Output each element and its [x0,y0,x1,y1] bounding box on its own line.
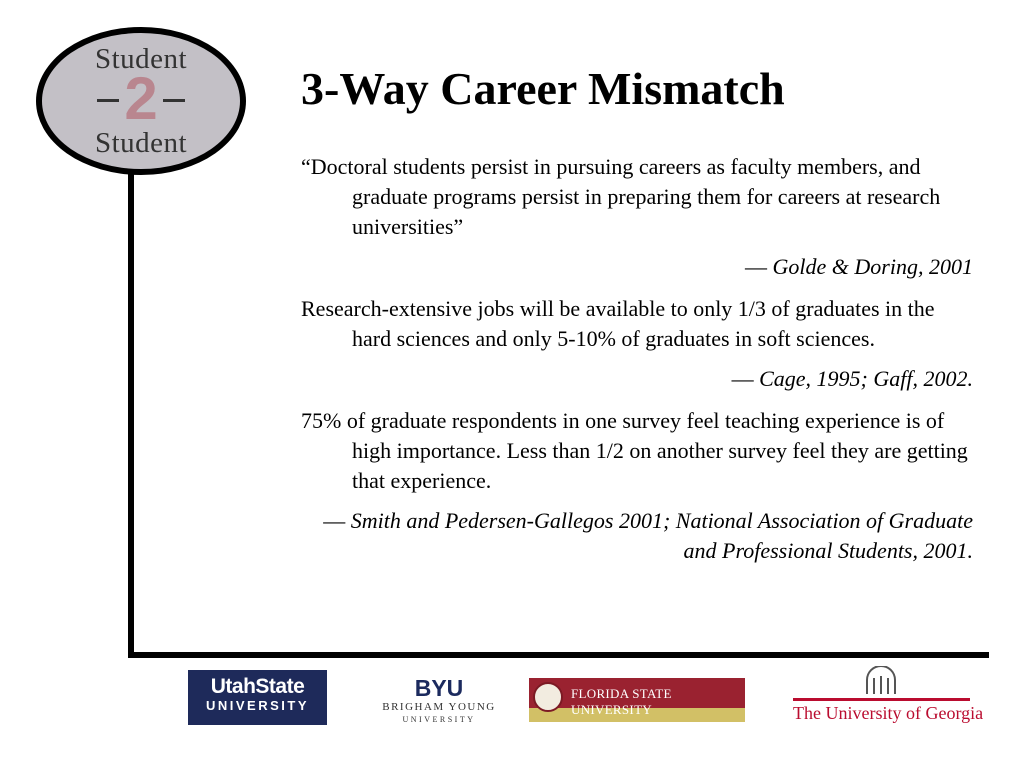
vertical-rule [128,174,134,658]
byu-logo-line2: BRIGHAM YOUNG [382,701,496,713]
statistic-paragraph: Research-extensive jobs will be available to only 1/3 of graduates in the hard sciences and only 5-10% of graduates in soft sciences. [301,296,935,351]
slide-body [301,152,973,578]
logo-top-word: Student [94,43,188,75]
citation-text: Golde & Doring, 2001 [772,254,973,279]
quote-paragraph: “Doctoral students persist in pursuing careers as faculty members, and graduate programs persist in preparing them for careers at research universities” [301,154,941,239]
usu-logo-line2: UNIVERSITY [205,698,309,713]
university-of-georgia-logo [793,666,984,724]
student2student-logo [36,27,246,175]
byu-logo-line3: UNIVERSITY [402,715,476,724]
citation-text: Smith and Pedersen-Gallegos 2001; National Association of Graduate and Professional Students, 2001. [350,508,973,563]
byu-logo-mark: BYU [414,675,464,701]
citation-dash: — [745,254,768,279]
citation-dash: — [731,366,754,391]
citation [301,364,973,394]
citation [301,506,973,566]
citation-dash: — [323,508,346,533]
uga-logo-rule [793,698,970,701]
fsu-logo-text: FLORIDA STATE UNIVERSITY [571,686,672,717]
logo-bottom-word: Student [94,127,188,159]
byu-logo [380,676,498,726]
florida-state-logo [529,678,745,722]
uga-logo-text: The University of Georgia [793,703,984,723]
fsu-seal-icon [533,682,563,712]
usu-logo-line1: UtahState [210,675,305,698]
slide-title: 3-Way Career Mismatch [301,63,785,114]
citation [301,252,973,282]
logo-number: 2 [124,65,158,132]
survey-paragraph: 75% of graduate respondents in one survey feel teaching experience is of high importance. Less than 1/2 on another survey feel they are getting that experience. [301,408,968,493]
horizontal-rule [128,652,989,658]
citation-text: Cage, 1995; Gaff, 2002. [759,366,973,391]
logo-right-dash [163,99,185,102]
arch-icon [863,666,899,696]
utah-state-logo [188,670,327,725]
